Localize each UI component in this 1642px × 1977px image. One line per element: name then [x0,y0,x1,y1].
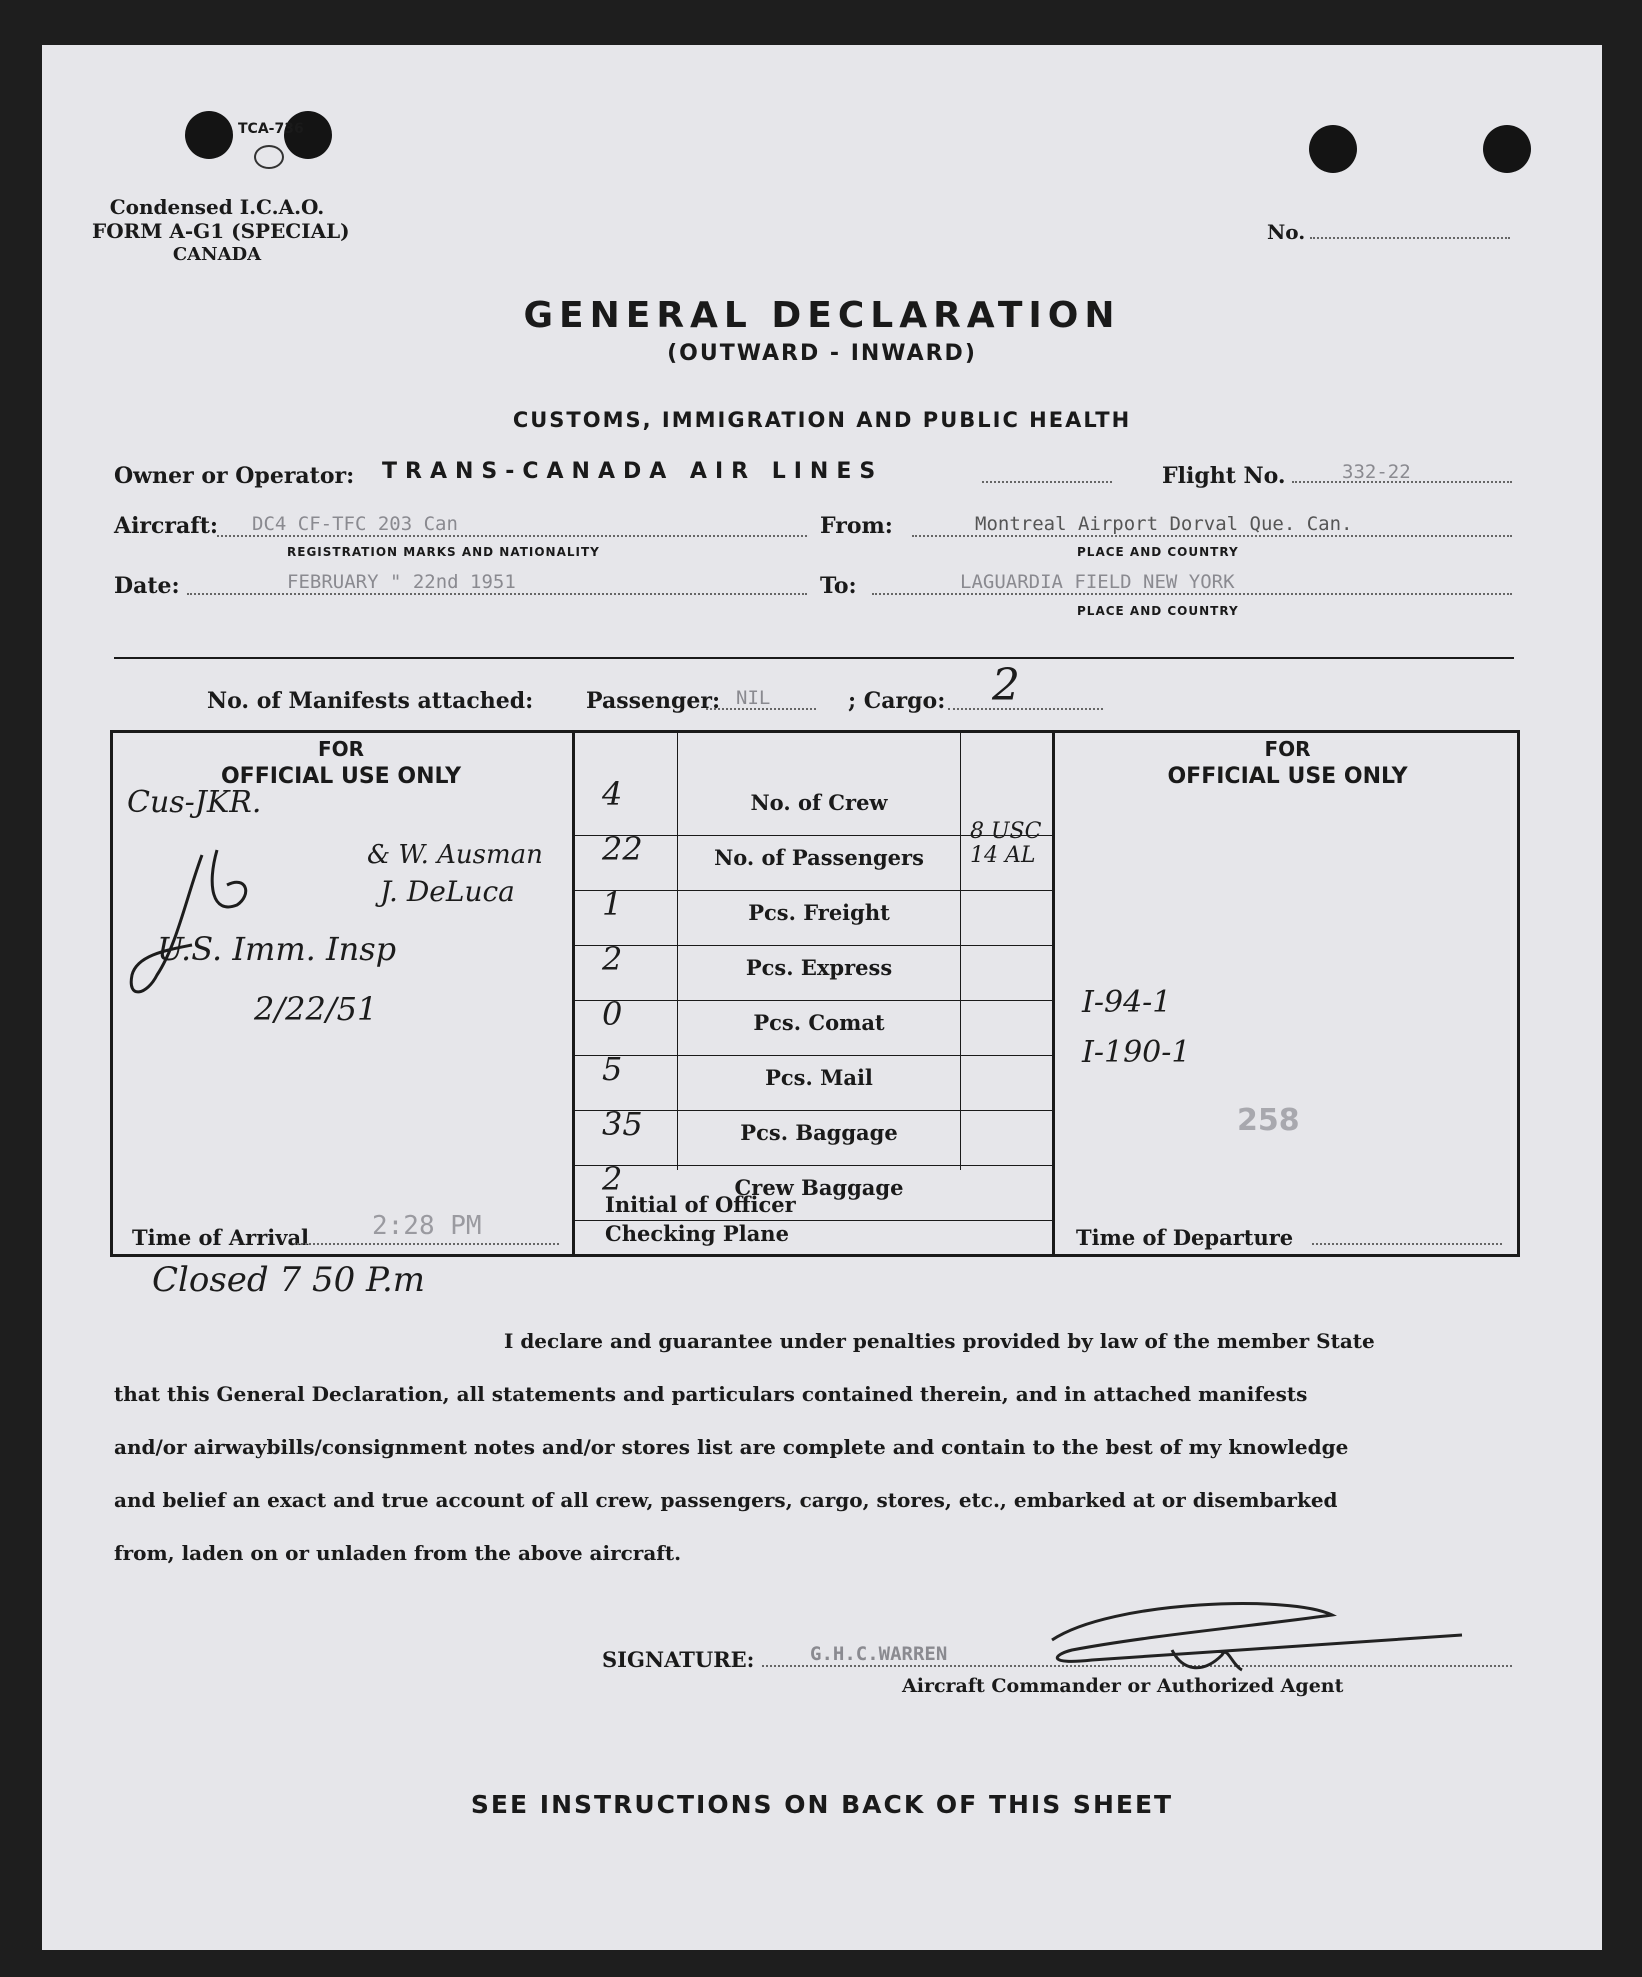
closed-note: Closed 7 50 P.m [152,1260,426,1300]
to-dots [872,593,1512,595]
row-divider [575,1110,1052,1111]
page-subtitle: (OUTWARD - INWARD) [667,341,977,366]
declaration-line-3: and/or airwaybills/consignment notes and/or stores list are complete and contain to the best of my knowledge [114,1435,1349,1459]
condensed-line: Condensed I.C.A.O. [109,195,325,219]
signature-label: SIGNATURE: [602,1647,755,1672]
row-divider [575,1055,1052,1056]
arrival-label: Time of Arrival [132,1225,310,1250]
date-label: Date: [114,573,180,599]
table-divider-left [572,730,575,1257]
row-label: Pcs. Comat [753,1010,885,1035]
passenger-value: NIL [736,687,771,709]
header-divider [114,657,1514,659]
date-value: FEBRUARY " 22nd 1951 [287,571,516,593]
table-col-note [960,730,961,1170]
row-divider [575,945,1052,946]
row-value: 22 [602,830,643,868]
row-divider [575,1000,1052,1001]
punch-hole-1 [185,111,233,159]
departure-label: Time of Departure [1076,1225,1294,1250]
initial-label-1: Initial of Officer [605,1192,796,1217]
to-label: To: [820,573,857,599]
from-dots [912,535,1512,537]
manifests-label: No. of Manifests attached: [207,688,534,714]
no-label: No. [1267,220,1306,244]
declaration-line-2: that this General Declaration, all statements and particulars contained therein, and in attached manifests [114,1382,1308,1406]
note-date: 2/22/51 [254,990,378,1028]
row-value: 5 [602,1050,623,1088]
no-field [1310,237,1510,239]
signature-value: G.H.C.WARREN [810,1643,948,1665]
departure-dots [1312,1243,1502,1245]
from-caption: PLACE AND COUNTRY [1077,545,1239,559]
row-value: 1 [602,885,623,923]
right-official-header [1055,735,1520,791]
row-label: Pcs. Freight [748,900,890,925]
form-header-block [92,195,350,267]
arrival-dots [294,1243,559,1245]
row-label: Pcs. Express [745,955,893,980]
row-value: 2 [602,1160,623,1198]
declaration-line-1: I declare and guarantee under penalties provided by law of the member State [504,1329,1375,1353]
row-label: No. of Passengers [714,845,924,870]
table-divider-right [1052,730,1055,1257]
from-label: From: [820,513,893,539]
initial-label-2: Checking Plane [605,1221,789,1246]
punch-hole-4 [1483,125,1531,173]
row-value: 4 [602,775,623,813]
row-label: Pcs. Baggage [740,1120,898,1145]
row-divider [575,1165,1052,1166]
footer-instructions: SEE INSTRUCTIONS ON BACK OF THIS SHEET [470,1790,1174,1819]
owner-label: Owner or Operator: [114,463,355,489]
row-note: 8 USC 14 AL [970,819,1042,868]
left-header-for: FOR [317,737,365,761]
row-label: Crew Baggage [734,1175,904,1200]
stamp-number: 258 [1237,1103,1300,1138]
note-ausman: & W. Ausman [367,840,543,870]
passenger-label: Passenger: [586,688,721,714]
declaration-line-5: from, laden on or unladen from the above aircraft. [114,1541,682,1565]
row-label: No. of Crew [750,790,888,815]
aircraft-caption: REGISTRATION MARKS AND NATIONALITY [287,545,600,559]
left-header-official: OFFICIAL USE ONLY [220,764,461,789]
declaration-text [114,1315,1514,1580]
aircraft-value: DC4 CF-TFC 203 Can [252,513,458,535]
union-label-icon [254,145,284,169]
aircraft-label: Aircraft: [114,513,219,539]
note-imm-insp: U.S. Imm. Insp [157,930,397,968]
row-label: Pcs. Mail [765,1065,873,1090]
right-header-for: FOR [1264,737,1311,761]
owner-value: TRANS-CANADA AIR LINES [382,459,884,484]
cargo-label: ; Cargo: [848,688,946,714]
department-line: CUSTOMS, IMMIGRATION AND PUBLIC HEALTH [512,408,1132,432]
form-sheet [42,45,1602,1950]
punch-hole-3 [1309,125,1357,173]
row-value: 35 [602,1105,643,1143]
inspector-signature [117,835,267,1015]
form-country: CANADA [172,244,262,265]
note-deluca: J. DeLuca [380,875,515,908]
signature-caption: Aircraft Commander or Authorized Agent [902,1675,1344,1697]
left-official-header [110,735,572,791]
note-i190: I-190-1 [1082,1035,1191,1070]
to-value: LAGUARDIA FIELD NEW YORK [960,571,1235,593]
row-value: 0 [602,995,623,1033]
row-divider [575,890,1052,891]
cargo-dots [948,708,1103,710]
form-name: FORM A-G1 (SPECIAL) [92,219,350,243]
from-value: Montreal Airport Dorval Que. Can. [975,513,1353,535]
aircraft-dots [217,535,807,537]
flight-value: 332-22 [1342,461,1411,483]
form-code: TCA-736 [238,121,304,137]
row-value: 2 [602,940,623,978]
right-header-official: OFFICIAL USE ONLY [1167,764,1408,789]
to-caption: PLACE AND COUNTRY [1077,604,1239,618]
date-dots [187,593,807,595]
initial-officer-block [605,1190,796,1248]
note-i94: I-94-1 [1082,985,1172,1020]
note-customs: Cus-JKR. [127,785,262,820]
owner-dots [982,481,1112,483]
cargo-value: 2 [992,660,1020,711]
flight-label: Flight No. [1162,463,1286,489]
page-title: GENERAL DECLARATION [523,295,1121,336]
arrival-value: 2:28 PM [372,1211,482,1241]
declaration-line-4: and belief an exact and true account of all crew, passengers, cargo, stores, etc., embarked at or disembarked [114,1488,1338,1512]
